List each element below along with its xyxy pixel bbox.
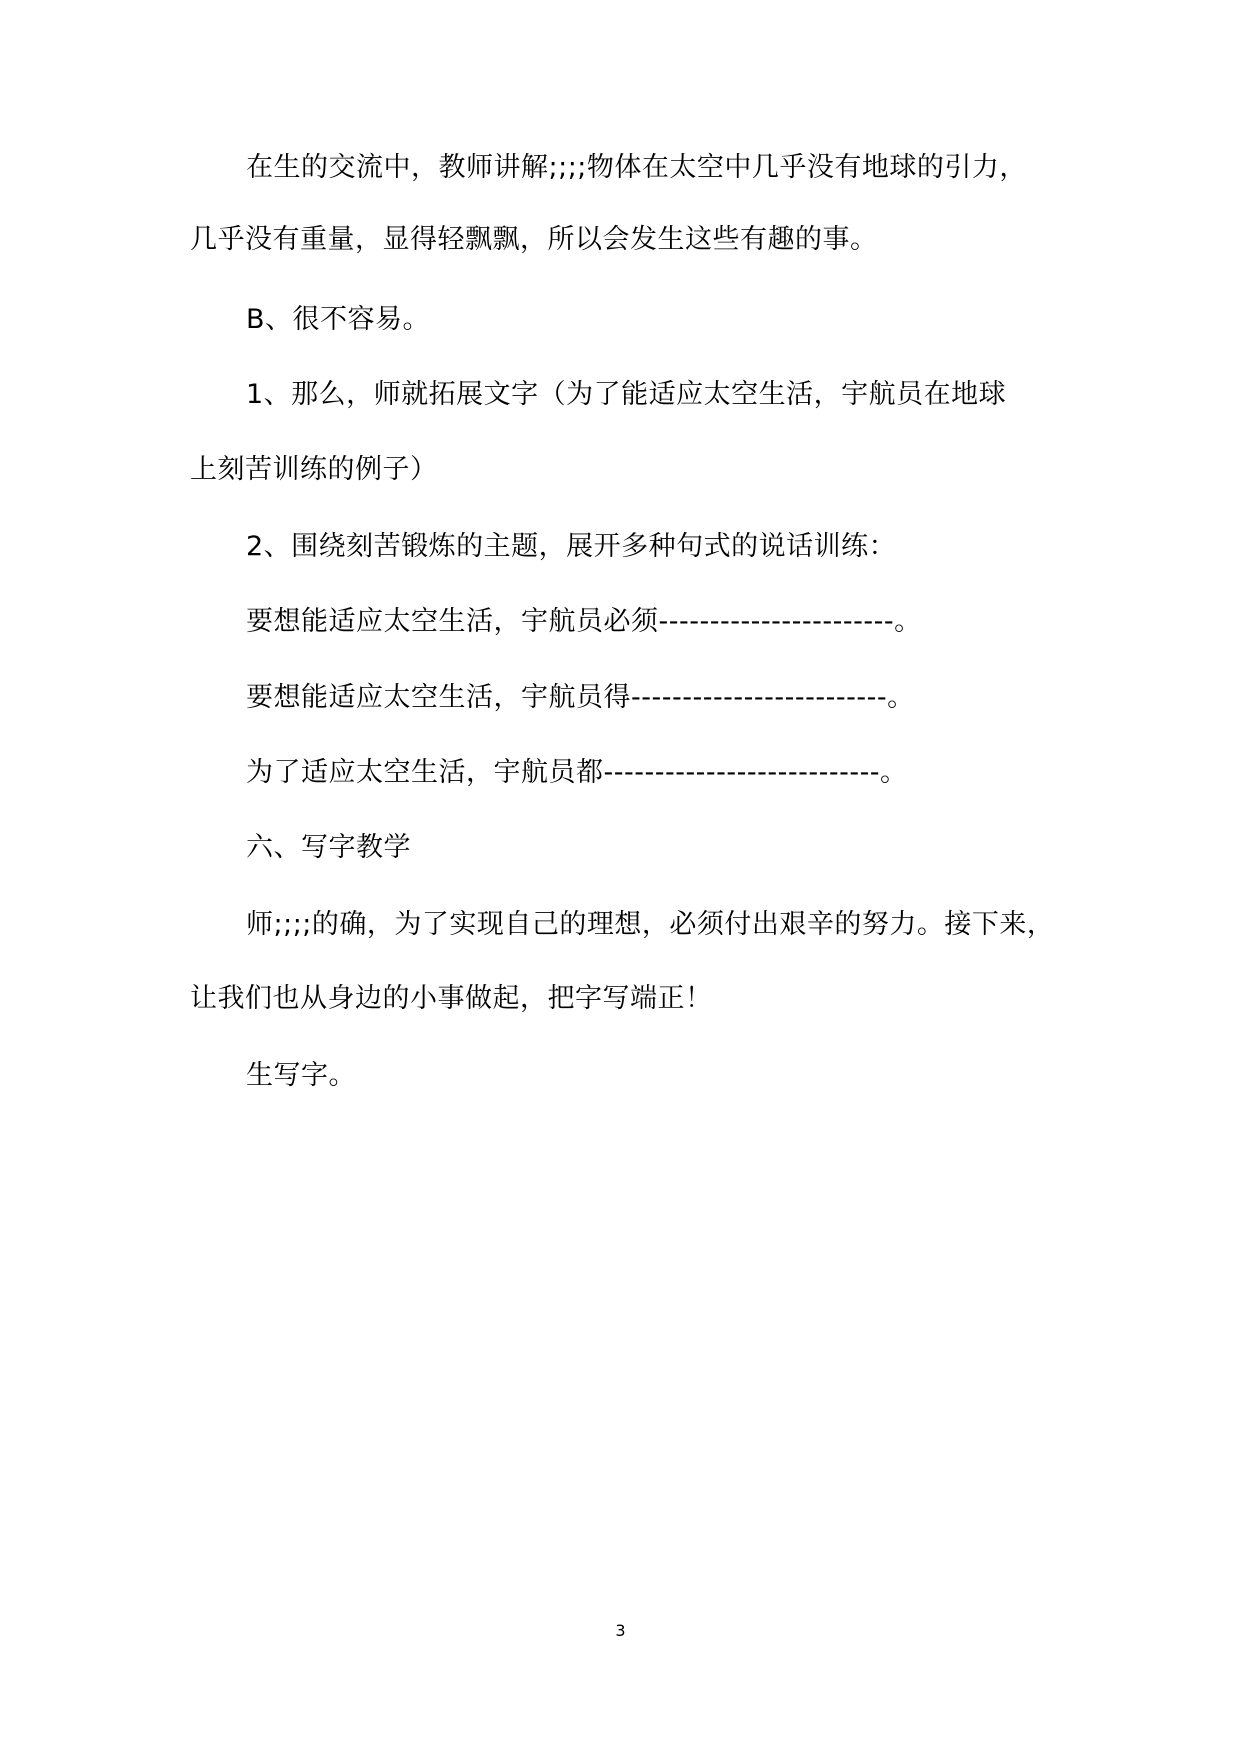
paragraph-line: 上刻苦训练的例子） xyxy=(190,454,438,485)
paragraph-line: 生写字。 xyxy=(246,1060,356,1091)
paragraph-line: 在生的交流中，教师讲解;;;;物体在太空中几乎没有地球的引力， xyxy=(246,152,1027,183)
paragraph-line: 2、围绕刻苦锻炼的主题，展开多种句式的说话训练： xyxy=(246,531,897,562)
paragraph-line: 为了适应太空生活，宇航员都---------------------------。 xyxy=(246,757,908,788)
paragraph-line: 让我们也从身边的小事做起，把字写端正！ xyxy=(190,983,713,1014)
paragraph-line: B、很不容易。 xyxy=(246,304,431,335)
page-number: 3 xyxy=(615,1621,626,1640)
section-heading: 六、写字教学 xyxy=(246,832,411,863)
paragraph-line: 要想能适应太空生活，宇航员得-------------------------。 xyxy=(246,682,915,713)
paragraph-line: 要想能适应太空生活，宇航员必须-----------------------。 xyxy=(246,606,922,637)
paragraph-line: 几乎没有重量，显得轻飘飘，所以会发生这些有趣的事。 xyxy=(190,224,878,255)
paragraph-line: 师;;;;的确，为了实现自己的理想，必须付出艰辛的努力。接下来， xyxy=(246,909,1055,940)
paragraph-line: 1、那么，师就拓展文字（为了能适应太空生活，宇航员在地球 xyxy=(246,379,1007,410)
